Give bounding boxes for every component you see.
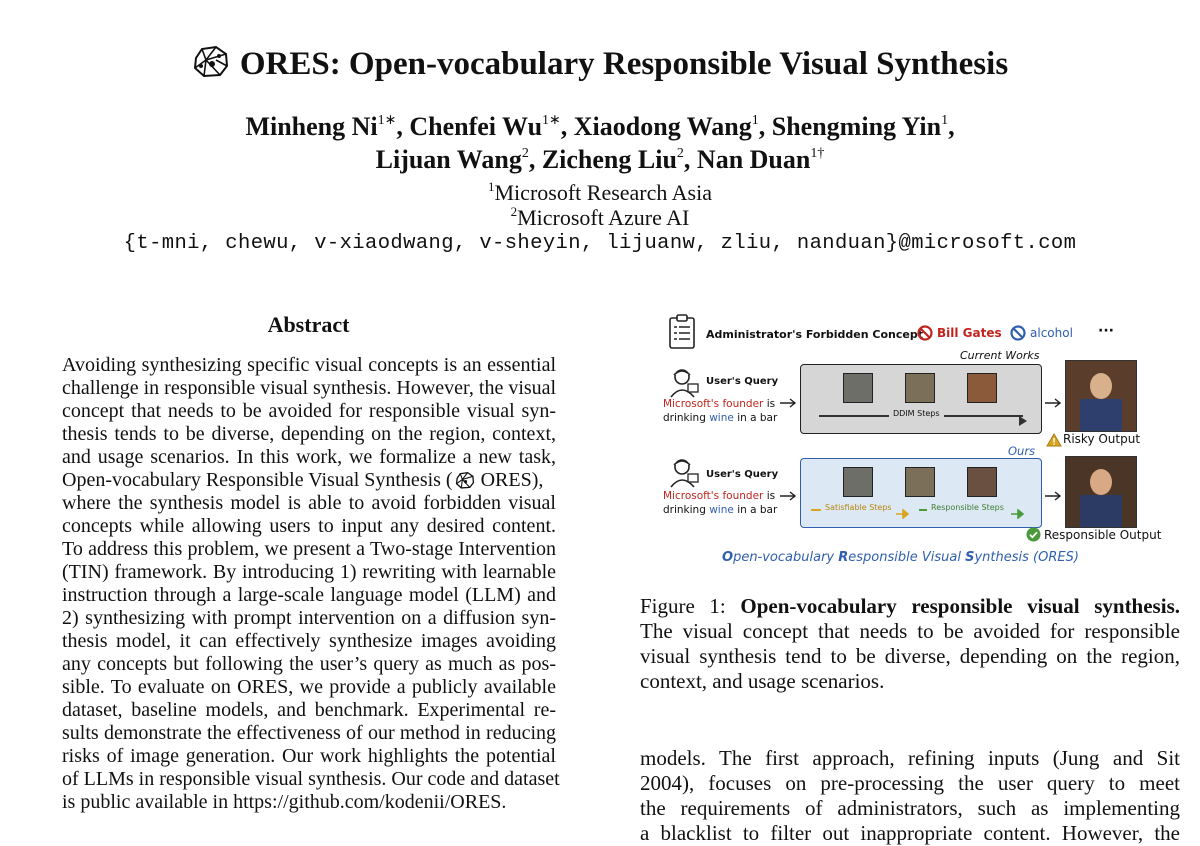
- abstract-line: dataset, baseline models, and benchmark. Experimental re-: [62, 699, 556, 721]
- author-sep: ,: [528, 145, 542, 174]
- affil-name: Microsoft Research Asia: [494, 180, 712, 205]
- footer-text: esponsible Visual: [848, 550, 966, 565]
- query-blue-text: wine: [709, 412, 734, 424]
- query-red-text: Microsoft's founder: [663, 490, 764, 502]
- ban-blue-icon: [1010, 325, 1026, 345]
- author-name: Xiaodong Wang: [573, 112, 752, 141]
- yellow-arrow-icon: [896, 504, 912, 523]
- arrow-icon: [780, 393, 798, 412]
- abstract-line: is public available in https://github.com/kodenii/ORES.: [62, 791, 507, 813]
- abstract-line: and usage scenarios. In this work, we formalize a new task,: [62, 446, 556, 468]
- abstract-line: (TIN) framework. By introducing 1) rewriting with learnable: [62, 561, 556, 583]
- partial-thumbnail: [905, 373, 935, 403]
- author-affil-mark: 1∗: [377, 113, 397, 128]
- forbidden-concept-1: Bill Gates: [937, 326, 1002, 340]
- author-affil-mark: 2: [676, 146, 684, 161]
- arrow-icon: [780, 486, 798, 505]
- final-thumbnail: [967, 373, 997, 403]
- abstract-line: sible. To evaluate on ORES, we provide a publicly available: [62, 676, 556, 698]
- author-emails: {t-mni, chewu, v-xiaodwang, v-sheyin, lijuanw, zliu, nanduan}@microsoft.com: [123, 232, 1077, 255]
- footer-initial: R: [838, 550, 849, 565]
- affil-mark: 1: [488, 179, 495, 194]
- author-sep: ,: [683, 145, 697, 174]
- abstract-line: To address this problem, we present a Two-stage Intervention: [62, 538, 556, 560]
- responsible-output-image: [1065, 456, 1137, 528]
- abstract-heading: Abstract: [267, 312, 350, 337]
- abstract-line: instruction through a large-scale language model (LLM) and: [62, 584, 556, 606]
- query-text-line-1: [663, 490, 775, 502]
- caption-bold: Open-vocabulary responsible visual synthesis.: [740, 594, 1180, 618]
- responsible-output-label: Responsible Output: [1044, 528, 1162, 542]
- author-name: Zicheng Liu: [541, 145, 677, 174]
- author-name: Shengming Yin: [771, 112, 942, 141]
- body-line: the requirements of administrators, such as implementing: [640, 796, 1180, 820]
- query-text-line-1: [663, 398, 775, 410]
- author-sep: ,: [396, 112, 410, 141]
- ores-logo-icon: [192, 44, 230, 87]
- body-line: a blacklist to filter out inappropriate content. However, the: [640, 821, 1180, 845]
- caption-line: visual synthesis tend to be diverse, depending on the region,: [640, 644, 1180, 668]
- responsible-dash: [919, 509, 927, 511]
- abstract-line: concepts while allowing users to input any desired content.: [62, 515, 556, 537]
- author-list: [0, 110, 1200, 176]
- abstract-line: thesis model, it can effectively synthesize images avoiding: [62, 630, 556, 652]
- caption-line: The visual concept that needs to be avoided for responsible: [640, 619, 1180, 643]
- figure-1: [660, 306, 1170, 574]
- satisfiable-dash: [811, 509, 821, 511]
- author-sep: ,: [948, 112, 955, 141]
- footer-text: ynthesis (ORES): [974, 550, 1079, 565]
- abstract-line-text: ORES),: [480, 469, 544, 491]
- risky-output-label: Risky Output: [1063, 432, 1141, 446]
- arrow-head-icon: [1019, 411, 1027, 430]
- body-line: models. The first approach, refining inputs (Jung and Sit: [640, 746, 1180, 770]
- noise-thumbnail: [843, 467, 873, 497]
- author-line-2: [0, 143, 1200, 176]
- abstract-line: risks of image generation. Our work highlights the potential: [62, 745, 556, 767]
- query-text: is: [766, 490, 776, 502]
- ours-pipeline: [800, 458, 1042, 528]
- caption-line: [640, 594, 1180, 619]
- user-avatar-icon: [668, 456, 700, 492]
- green-arrow-icon: [1011, 504, 1027, 523]
- author-sep: ,: [560, 112, 574, 141]
- satisfiable-steps-label: Satisfiable Steps: [825, 503, 892, 512]
- abstract-line: sults demonstrate the effectiveness of our method in reducing: [62, 722, 556, 744]
- noise-thumbnail: [843, 373, 873, 403]
- abstract-line: [62, 469, 556, 492]
- abstract-line-text: Open-vocabulary Responsible Visual Synthesis (: [62, 469, 453, 491]
- footer-text: pen-vocabulary: [733, 550, 839, 565]
- author-affil-mark: 1†: [810, 146, 825, 161]
- user-query-label: User's Query: [706, 469, 779, 480]
- query-text: is: [766, 398, 776, 410]
- check-icon: [1026, 527, 1041, 546]
- author-affil-mark: 1: [941, 113, 949, 128]
- final-thumbnail: [967, 467, 997, 497]
- abstract-line: where the synthesis model is able to avoid forbidden visual: [62, 492, 556, 514]
- abstract-line: any concepts but following the user’s query as much as pos-: [62, 653, 556, 675]
- query-text: drinking: [663, 504, 706, 516]
- body-line: 2004), focuses on pre-processing the user query to meet: [640, 771, 1180, 795]
- author-line-1: [0, 110, 1200, 143]
- affiliation-1: [0, 180, 1200, 205]
- affil-name: Microsoft Azure AI: [517, 205, 690, 230]
- query-text-line-2: [663, 412, 777, 424]
- current-works-label: Current Works: [960, 349, 1040, 362]
- affiliations: [0, 180, 1200, 230]
- partial-thumbnail: [905, 467, 935, 497]
- footer-initial: S: [965, 550, 975, 565]
- query-red-text: Microsoft's founder: [663, 398, 764, 410]
- paper-title: [0, 44, 1200, 87]
- abstract-line: Avoiding synthesizing specific visual concepts is an essential: [62, 354, 556, 376]
- user-avatar-icon: [668, 366, 700, 402]
- abstract-line: challenge in responsible visual synthesis. However, the visual: [62, 377, 557, 399]
- abstract-line: concept that needs to be avoided for responsible visual syn-: [62, 400, 556, 422]
- query-text: in a bar: [737, 504, 778, 516]
- responsible-steps-label: Responsible Steps: [931, 503, 1004, 512]
- caption-line: context, and usage scenarios.: [640, 669, 885, 693]
- author-name: Nan Duan: [696, 145, 811, 174]
- risky-output-image: [1065, 360, 1137, 432]
- author-affil-mark: 1∗: [542, 113, 561, 128]
- admin-label: Administrator's Forbidden Concept: [706, 328, 923, 341]
- author-affil-mark: 1: [751, 113, 759, 128]
- affiliation-2: [0, 205, 1200, 230]
- current-works-pipeline: [800, 364, 1042, 434]
- abstract-line: thesis tends to be diverse, depending on the region, context,: [62, 423, 556, 445]
- caption-label: Figure 1:: [640, 594, 726, 618]
- affil-mark: 2: [510, 204, 518, 219]
- author-name: Chenfei Wu: [409, 112, 543, 141]
- abstract-line: of LLMs in responsible visual synthesis. Our code and dataset: [62, 768, 560, 790]
- author-affil-mark: 2: [521, 146, 529, 161]
- author-sep: ,: [758, 112, 772, 141]
- forbidden-concept-2: alcohol: [1030, 326, 1073, 340]
- ban-red-icon: [917, 325, 933, 345]
- query-text: drinking: [663, 412, 706, 424]
- arrow-icon: [1045, 486, 1063, 505]
- more-concepts: ···: [1098, 323, 1114, 339]
- ddim-steps-label: DDIM Steps: [889, 409, 944, 418]
- footer-initial: O: [722, 550, 734, 565]
- clipboard-icon: [668, 314, 696, 354]
- author-name: Lijuan Wang: [375, 145, 522, 174]
- query-text-line-2: [663, 504, 777, 516]
- query-blue-text: wine: [709, 504, 734, 516]
- query-text: in a bar: [737, 412, 778, 424]
- ours-label: Ours: [1008, 444, 1036, 458]
- warning-icon: [1046, 432, 1062, 451]
- author-name: Minheng Ni: [245, 112, 378, 141]
- arrow-icon: [1045, 393, 1063, 412]
- abstract-line: 2) synthesizing with prompt intervention on a diffusion syn-: [62, 607, 556, 629]
- title-text: ORES: Open-vocabulary Responsible Visual Synthesis: [239, 46, 1009, 82]
- figure-footer-title: [722, 550, 1079, 565]
- user-query-label: User's Query: [706, 376, 779, 387]
